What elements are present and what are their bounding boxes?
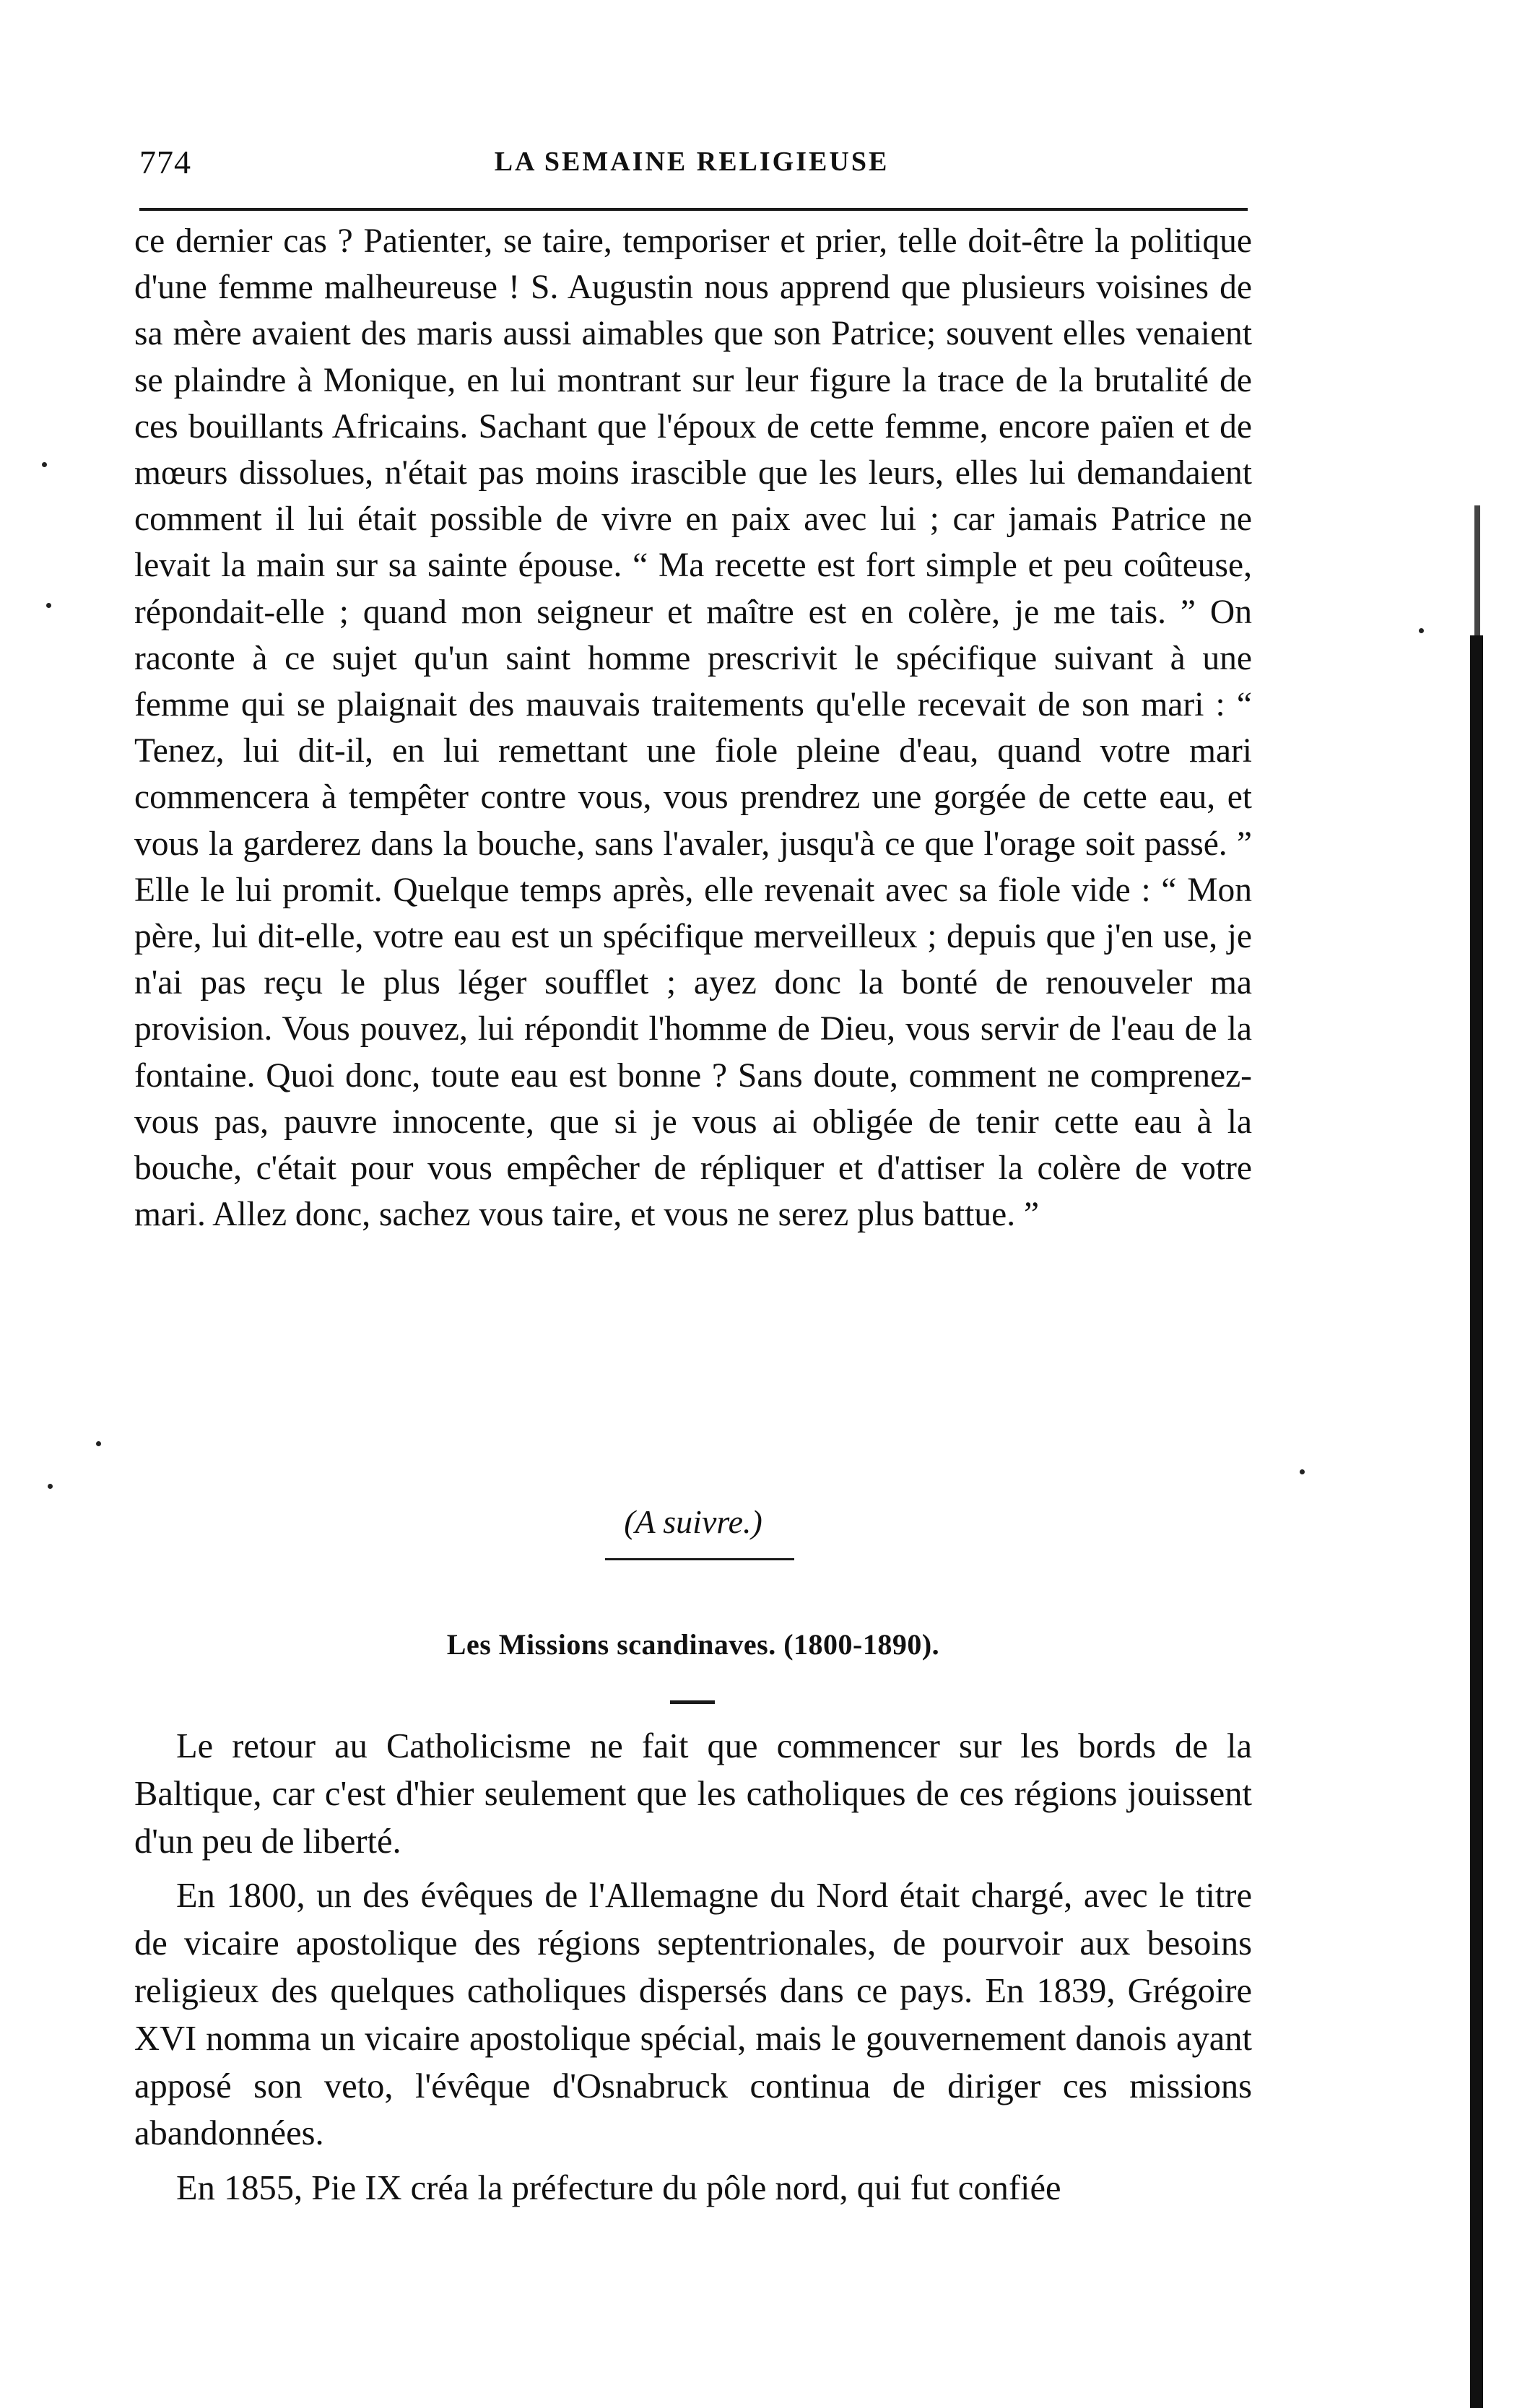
section-divider — [605, 1558, 794, 1560]
scan-speck — [96, 1441, 101, 1446]
scan-speck — [1300, 1469, 1305, 1474]
page-number: 774 — [139, 144, 191, 181]
to-be-continued-note: (A suivre.) — [624, 1503, 762, 1540]
scan-speck — [1419, 628, 1424, 633]
header-rule — [139, 208, 1248, 211]
section-title: Les Missions scandinaves. (1800-1890). — [446, 1628, 940, 1661]
scan-speck — [46, 603, 51, 608]
title-dash — [670, 1700, 715, 1704]
section-paragraph-1: Le retour au Catholicisme ne fait que commencer sur les bords de la Baltique, car c'est d'hier seulement que les catholiques de ces régions jouissent d'un peu de liberté. — [134, 1727, 1252, 1861]
article-body — [134, 218, 1252, 1238]
article-paragraph: ce dernier cas ? Patienter, se taire, temporiser et prier, telle doit-être la politique d'une femme malheureuse ! S. Augustin nous apprend que plusieurs voisines de sa mère avaient des maris aussi aimables que son Patrice; souvent elles venaient se plaindre à Monique, en lui montrant sur leur figure la trace de la brutalité de ces bouillants Africains. Sachant que l'époux de cette femme, encore païen et de mœurs dissolues, n'était pas moins irascible que les leurs, elles lui demandaient comment il lui était possible de vivre en paix avec lui ; car jamais Patrice ne levait la main sur sa sainte épouse. “ Ma recette est fort simple et peu coûteuse, répondait-elle ; quand mon seigneur et maître est en colère, je me tais. ” On raconte à ce sujet qu'un saint homme prescrivit le spécifique suivant à une femme qui se plaignait des mauvais traitements qu'elle recevait de son mari : “ Tenez, lui dit-il, en lui remettant une fiole pleine d'eau, quand votre mari commencera à tempêter contre vous, vous prendrez une gorgée de cette eau, et vous la garderez dans la bouche, sans l'avaler, jusqu'à ce que l'orage soit passé. ” Elle le lui promit. Quelque temps après, elle revenait avec sa fiole vide : “ Mon père, lui dit-elle, votre eau est un spécifique merveilleux ; depuis que j'en use, je n'ai pas reçu le plus léger soufflet ; ayez donc la bonté de renouveler ma provision. Vous pouvez, lui répondit l'homme de Dieu, vous servir de l'eau de la fontaine. Quoi donc, toute eau est bonne ? Sans doute, comment ne comprenez-vous pas, pauvre innocente, que si je vous ai obligée de tenir cette eau à la bouche, c'était pour vous empêcher de répliquer et d'attiser la colère de votre mari. Allez donc, sachez vous taire, et vous ne serez plus battue. ” — [134, 222, 1252, 1234]
scan-speck — [48, 1484, 53, 1489]
section-paragraph-2: En 1800, un des évêques de l'Allemagne du Nord était chargé, avec le titre de vicaire apostolique des régions septentrionales, de pourvoir aux besoins religieux des quelques catholiques dispersés dans ce pays. En 1839, Grégoire XVI nomma un vicaire apostolique spécial, mais le gouvernement danois ayant apposé son veto, l'évêque d'Osnabruck continua de diriger ces missions abandonnées. — [134, 1877, 1252, 2153]
section-paragraph-3: En 1855, Pie IX créa la préfecture du pôle nord, qui fut confiée — [176, 2169, 1061, 2208]
page-edge-shadow — [1470, 635, 1483, 2408]
page-header — [139, 143, 1244, 194]
page-edge-shadow-top — [1474, 505, 1480, 650]
scan-speck — [42, 462, 47, 467]
section-body — [134, 1723, 1252, 2212]
running-title: LA SEMAINE RELIGIEUSE — [494, 147, 890, 177]
